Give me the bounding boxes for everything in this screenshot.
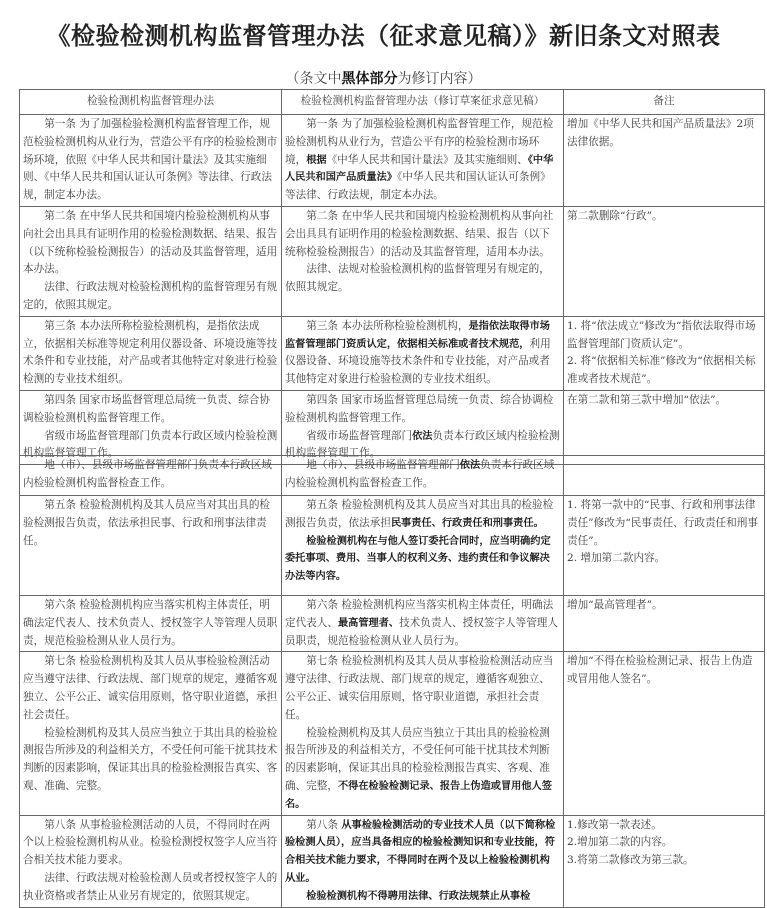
unchanged-text: 负责本行政区域内检验检测机构监督管理工作。 bbox=[285, 429, 560, 460]
cell-remark bbox=[564, 496, 765, 596]
remark-line: 在第二款和第三款中增加“依法”。 bbox=[567, 393, 727, 406]
unchanged-text: 第二条 在中华人民共和国境内检验检测机构从事向社会出具具有证明作用的检验检测数据、结果、报告（以下统称检验检测报告）的活动及其监督管理，适用本办法。 bbox=[285, 209, 554, 258]
new-paragraph bbox=[285, 208, 560, 261]
remark-line: 1. 将第一款中的“民事、行政和刑事法律责任”修改为“民事责任、行政责任和刑事责任”。 bbox=[567, 499, 758, 547]
cell-new-article bbox=[282, 815, 564, 907]
unchanged-text: 第四条 国家市场监督管理总局统一负责、综合协调检验检测机构监督管理工作。 bbox=[285, 393, 554, 424]
remark-line: 2.增加第二款的内容。 bbox=[567, 836, 673, 849]
cell-old-article bbox=[20, 596, 282, 652]
new-paragraph bbox=[285, 597, 560, 650]
cell-new-article bbox=[282, 316, 564, 390]
old-paragraph: 省级市场监督管理部门负责本行政区域内检验检测机构监督管理工作。 bbox=[23, 429, 278, 460]
remark-line: 2. 将“依据相关标准”修改为“依据相关标准或者技术规范”。 bbox=[567, 355, 756, 386]
table-row bbox=[20, 316, 765, 390]
revised-text: 是指依法取得市场监督管理部门资质认定，依据相关标准或者技术规范， bbox=[285, 320, 550, 350]
cell-remark bbox=[564, 815, 765, 907]
cell-old-article bbox=[20, 115, 282, 207]
cell-remark bbox=[564, 316, 765, 390]
cell-old-article bbox=[20, 652, 282, 815]
unchanged-text: 检验检测机构及其人员应当独立于其出具的检验检测报告所涉及的利益相关方，不受任何可能干扰其技术判断的因素影响，保证其出具的检验检测报告真实、客观、准确、完整， bbox=[285, 726, 550, 792]
unchanged-text: 第八条 bbox=[306, 818, 342, 831]
table-row bbox=[20, 652, 765, 815]
cell-old-article bbox=[20, 496, 282, 596]
old-paragraph: 第一条 为了加强检验检测机构监督管理工作，规范检验检测机构从业行为，营造公平有序的检验检测市场环境，依照《中华人民共和国计量法》及其实施细则、《中华人民共和国认证认可条例》等法律、行政法规，制定本办法。 bbox=[23, 118, 278, 202]
cell-old-article bbox=[20, 206, 282, 316]
cell-remark bbox=[564, 390, 765, 464]
table-row bbox=[20, 115, 765, 207]
header-remarks: 备注 bbox=[564, 90, 765, 115]
new-paragraph bbox=[285, 653, 560, 724]
old-paragraph: 法律、行政法规对检验检测人员或者授权签字人的执业资格或者禁止从业另有规定的，依照其规定。 bbox=[23, 871, 278, 902]
cell-new-article bbox=[282, 206, 564, 316]
old-paragraph: 第四条 国家市场监督管理总局统一负责、综合协调检验检测机构监督管理工作。 bbox=[23, 393, 271, 424]
table-row bbox=[20, 596, 765, 652]
revised-text: 《中华人民共和国产品质量法》 bbox=[285, 154, 554, 184]
unchanged-text: 《中华人民共和国计量法》及其实施细则、 bbox=[326, 153, 528, 166]
revised-text: 依法 bbox=[459, 460, 481, 471]
remark-line: 增加“不得在检验检测记录、报告上伪造或冒用他人签名”。 bbox=[567, 655, 753, 686]
cell-remark bbox=[564, 206, 765, 316]
cell-new-article bbox=[282, 496, 564, 596]
document-title: 《检验检测机构监督管理办法（征求意见稿）》新旧条文对照表 bbox=[46, 21, 721, 50]
cell-new-article bbox=[282, 390, 564, 464]
cell-remark bbox=[564, 456, 765, 496]
header-new-version: 检验检测机构监督管理办法（修订草案征求意见稿） bbox=[282, 90, 564, 115]
cell-remark bbox=[564, 596, 765, 652]
table-row bbox=[20, 456, 765, 496]
header-old-version: 检验检测机构监督管理办法 bbox=[20, 90, 282, 115]
revised-text: 检验检测机构不得聘用法律、行政法规禁止从事检 bbox=[306, 890, 531, 902]
unchanged-text: 地（市）、县级市场监督管理部门 bbox=[306, 459, 460, 471]
remark-line: 1.修改第一款表述。 bbox=[567, 818, 662, 831]
unchanged-text: 负责本行政区域内检验检测机构监督检查工作。 bbox=[285, 459, 555, 489]
unchanged-text: 《中华人民共和国认证认可条例》等法律、行政法规，制定本办法。 bbox=[285, 171, 551, 202]
old-paragraph: 第七条 检验检测机构及其人员从事检验检测活动应当遵守法律、行政法规、部门规章的规定，遵循客观独立、公平公正、诚实信用原则，恪守职业道德，承担社会责任。 bbox=[23, 655, 278, 721]
revised-text: 民事责任、行政责任和刑事责任。 bbox=[390, 517, 544, 529]
revised-text: 不得在检验检测记录、报告上伪造或冒用他人签名。 bbox=[285, 780, 552, 810]
cell-remark bbox=[564, 115, 765, 207]
new-paragraph bbox=[285, 116, 560, 205]
new-paragraph bbox=[285, 533, 560, 586]
cell-old-article bbox=[20, 316, 282, 390]
unchanged-text: 省级市场监督管理部门 bbox=[306, 429, 413, 442]
remark-line: 2. 增加第二款内容。 bbox=[567, 552, 666, 565]
new-paragraph bbox=[285, 261, 560, 297]
revised-text: 检验检测机构在与他人签订委托合同时，应当明确约定委托事项、费用、当事人的权利义务、违约责任和争议解决办法等内容。 bbox=[285, 535, 551, 583]
comparison-table-page2 bbox=[19, 455, 765, 908]
cell-old-article bbox=[20, 815, 282, 907]
unchanged-text: 技术负责人、授权签字人等管理人员职责，规范检验检测从业人员行为。 bbox=[285, 616, 558, 647]
cell-old-article bbox=[20, 456, 282, 496]
revised-text: 根据 bbox=[306, 154, 327, 166]
old-paragraph: 第三条 本办法所称检验检测机构，是指依法成立，依据相关标准等规定利用仪器设备、环境设施等技术条件和专业技能，对产品或者其他特定对象进行检验检测的专业技术组织。 bbox=[23, 319, 278, 386]
old-paragraph: 检验检测机构及其人员应当独立于其出具的检验检测报告所涉及的利益相关方，不受任何可能干扰其技术判断的因素影响，保证其出具的检验检测报告真实、客观、准确、完整。 bbox=[23, 726, 278, 792]
comparison-table-page1 bbox=[19, 89, 765, 465]
old-paragraph: 地（市）、县级市场监督管理部门负责本行政区域内检验检测机构监督检查工作。 bbox=[23, 459, 272, 489]
remark-line: 3.将第二款修改为第三款。 bbox=[567, 854, 694, 867]
unchanged-text: 利用仪器设备、环境设施等技术条件和专业技能，对产品或者其他特定对象进行检验检测的专业技术组织。 bbox=[285, 337, 551, 386]
cell-new-article bbox=[282, 652, 564, 815]
unchanged-text: 第五条 检验检测机构及其人员应当对其出具的检验检测报告负责，依法承担 bbox=[285, 499, 554, 529]
cell-new-article bbox=[282, 596, 564, 652]
cell-new-article bbox=[282, 456, 564, 496]
new-paragraph bbox=[285, 497, 560, 533]
new-paragraph bbox=[285, 457, 560, 493]
old-paragraph: 法律、行政法规对检验检测机构的监督管理另有规定的，依照其规定。 bbox=[23, 281, 278, 311]
table-row bbox=[20, 390, 765, 464]
new-paragraph bbox=[285, 817, 560, 888]
revised-text: 最高管理者、 bbox=[337, 617, 400, 629]
old-paragraph: 第五条 检验检测机构及其人员应当对其出具的检验检测报告负责，依法承担民事、行政和刑事法律责任。 bbox=[23, 499, 271, 547]
cell-old-article bbox=[20, 390, 282, 464]
old-paragraph: 第六条 检验检测机构应当落实机构主体责任，明确法定代表人、技术负责人、授权签字人等管理人员职责，规范检验检测从业人员行为。 bbox=[23, 599, 278, 647]
unchanged-text: 第七条 检验检测机构及其人员从事检验检测活动应当遵守法律、行政法规、部门规章的规定，遵循客观独立、公平公正、诚实信用原则，恪守职业道德，承担社会责任。 bbox=[285, 655, 554, 721]
new-paragraph bbox=[285, 888, 560, 906]
table-row bbox=[20, 206, 765, 316]
document-subtitle bbox=[0, 68, 767, 88]
old-paragraph: 第二条 在中华人民共和国境内检验检测机构从事向社会出具具有证明作用的检验检测数据、结果、报告（以下统称检验检测报告）的活动及其监督管理，适用本办法。 bbox=[23, 209, 278, 276]
revised-text: 从事检验检测活动的专业技术人员（以下简称检验检测人员），应当具备相应的检验检测知识和专业技能，符合相关技术能力要求，不得同时在两个及以上检验检测机构从业。 bbox=[285, 819, 556, 884]
subtitle-suffix: 为修订内容） bbox=[397, 71, 482, 87]
subtitle-bold: 黑体部分 bbox=[341, 71, 398, 87]
new-paragraph bbox=[285, 725, 560, 814]
remark-line: 增加“最高管理者”。 bbox=[567, 599, 663, 611]
remark-line: 第二款删除“行政”。 bbox=[567, 209, 663, 222]
cell-remark bbox=[564, 652, 765, 815]
unchanged-text: 第六条 检验检测机构应当落实机构主体责任，明确法定代表人、 bbox=[285, 599, 554, 629]
unchanged-text: 第一条 为了加强检验检测机构监督管理工作，规范检验检测机构从业行为，营造公平有序的检验检测市场环境， bbox=[285, 118, 554, 166]
revised-text: 依法 bbox=[412, 430, 433, 442]
remark-line: 增加《中华人民共和国产品质量法》2项法律依据。 bbox=[567, 118, 754, 148]
cell-new-article bbox=[282, 115, 564, 207]
unchanged-text: 第三条 本办法所称检验检测机构， bbox=[306, 319, 469, 332]
unchanged-text: 法律、法规对检验检测机构的监督管理另有规定的，依照其规定。 bbox=[285, 263, 550, 294]
table-row bbox=[20, 815, 765, 907]
old-paragraph: 第八条 从事检验检测活动的人员，不得同时在两个以上检验检测机构从业。检验检测授权签字人应当符合相关技术能力要求。 bbox=[23, 818, 278, 867]
new-paragraph bbox=[285, 318, 560, 389]
remark-line: 1. 将“依法成立”修改为“指依法取得市场监督管理部门资质认定”。 bbox=[567, 319, 756, 350]
table-row bbox=[20, 496, 765, 596]
new-paragraph bbox=[285, 392, 560, 428]
subtitle-prefix: （条文中 bbox=[285, 71, 342, 87]
table-header-row bbox=[20, 90, 765, 115]
